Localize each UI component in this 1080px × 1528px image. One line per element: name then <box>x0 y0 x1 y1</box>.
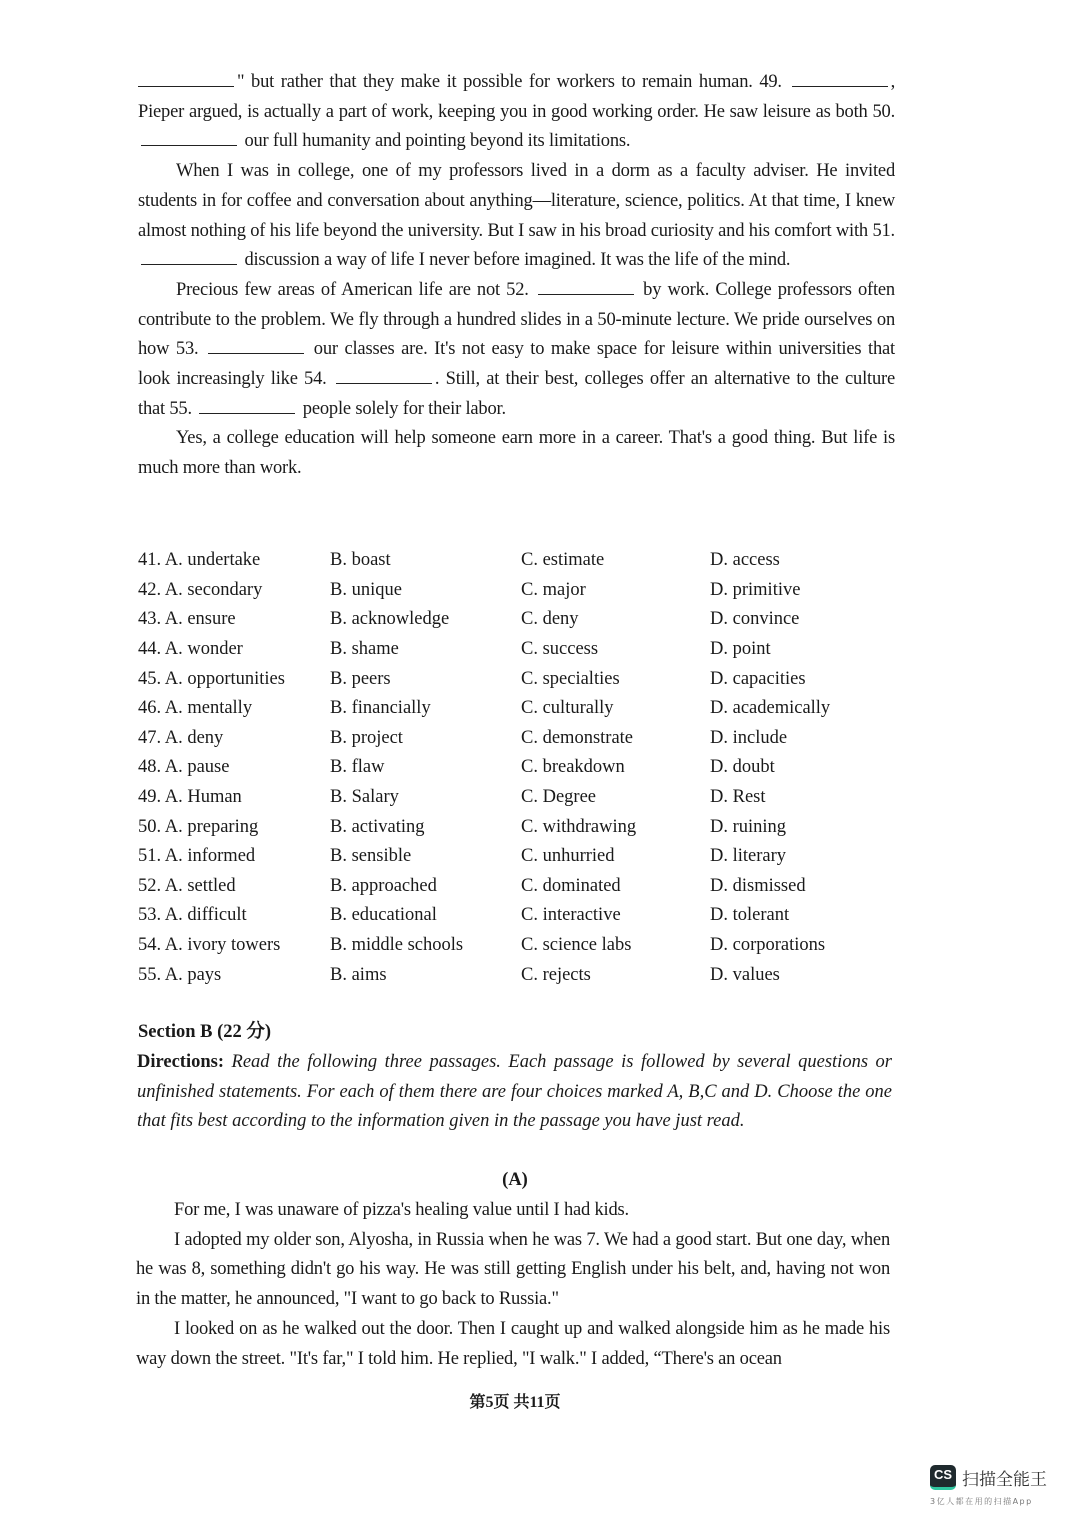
passage-continuation <box>138 68 895 484</box>
text: Precious few areas of American life are not 52. <box>176 279 529 300</box>
option-choice: C. demonstrate <box>521 727 634 748</box>
option-choice: D. include <box>710 727 788 748</box>
paragraph <box>138 68 895 157</box>
text: people solely for their labor. <box>302 398 506 419</box>
option-row <box>138 812 898 842</box>
option-choice: B. sensible <box>330 846 412 867</box>
option-choice: 50. A. preparing <box>138 816 259 837</box>
option-choice: 48. A. pause <box>138 757 230 778</box>
option-choice: C. rejects <box>521 964 591 985</box>
option-choice: 54. A. ivory towers <box>138 935 281 956</box>
option-choice: D. convince <box>710 609 800 630</box>
directions-text: Read the following three passages. Each passage is followed by several questions or unfinished statements. For each of them there are four choices marked A, B,C and D. Choose the one that fits best according to the information given in the passage you have just read. <box>137 1052 892 1132</box>
option-choice: C. science labs <box>521 935 632 956</box>
passage-a <box>136 1196 890 1374</box>
option-choice: C. specialties <box>521 668 620 689</box>
option-row <box>138 783 898 813</box>
option-choice: D. ruining <box>710 816 787 837</box>
answer-blank-50 <box>141 127 237 146</box>
option-choice: D. Rest <box>710 787 766 808</box>
option-row <box>138 901 898 931</box>
option-choice: D. doubt <box>710 757 775 778</box>
paragraph: Yes, a college education will help someone earn more in a career. That's a good thing. But life is much more than work. <box>138 428 895 479</box>
watermark-name: 扫描全能王 <box>962 1470 1047 1490</box>
scanner-watermark <box>930 1465 1065 1507</box>
option-choice: D. primitive <box>710 579 801 600</box>
text: , Pieper argued, is actually a part of work, keeping you in good working order. He saw leisure as both 50. <box>138 72 895 122</box>
option-choice: C. culturally <box>521 698 614 719</box>
option-choice: B. unique <box>330 579 402 600</box>
option-choice: 42. A. secondary <box>138 579 263 600</box>
text: our full humanity and pointing beyond its limitations. <box>244 131 631 152</box>
option-choice: C. withdrawing <box>521 816 637 837</box>
directions-label: Directions: <box>137 1052 224 1072</box>
option-choice: C. unhurried <box>521 846 615 867</box>
option-choice: 41. A. undertake <box>138 550 261 571</box>
answer-blank-52 <box>538 276 634 295</box>
option-choice: B. shame <box>330 639 399 660</box>
option-choice: B. Salary <box>330 787 399 808</box>
option-choice: 53. A. difficult <box>138 905 247 926</box>
option-choice: C. interactive <box>521 905 621 926</box>
option-row <box>138 605 898 635</box>
option-choice: C. success <box>521 639 599 660</box>
option-choice: 43. A. ensure <box>138 609 236 630</box>
option-choice: B. acknowledge <box>330 609 450 630</box>
paragraph: For me, I was unaware of pizza's healing value until I had kids. <box>174 1200 629 1220</box>
option-choice: B. peers <box>330 668 391 689</box>
option-choice: B. boast <box>330 550 391 571</box>
option-choice: B. financially <box>330 698 431 719</box>
option-row <box>138 931 898 961</box>
option-row <box>138 872 898 902</box>
option-choice: 49. A. Human <box>138 787 242 808</box>
page-number: 第5页 共11页 <box>469 1394 561 1411</box>
option-choice: B. middle schools <box>330 935 464 956</box>
camscanner-logo-icon: CS <box>930 1465 956 1490</box>
option-choice: B. project <box>330 727 403 748</box>
answer-blank-49 <box>792 68 888 87</box>
option-row <box>138 664 898 694</box>
text: . Still, at their best, colleges offer an alternative to the culture that 55. <box>138 369 895 419</box>
option-choice: C. breakdown <box>521 757 625 778</box>
option-choice: D. literary <box>710 846 787 867</box>
option-choice: 52. A. settled <box>138 875 236 896</box>
text: our classes are. It's not easy to make space for leisure within universities that look increasingly like 54. <box>138 339 895 390</box>
option-choice: C. dominated <box>521 875 621 896</box>
option-choice: D. capacities <box>710 668 806 689</box>
option-row <box>138 842 898 872</box>
passage-title: (A) <box>502 1170 528 1190</box>
option-choice: D. dismissed <box>710 875 806 896</box>
text: When I was in college, one of my professors lived in a dorm as a faculty adviser. He invited students in for coffee and conversation about anything—literature, science, politics. At that time, I knew almost nothing of his life beyond the university. But I saw in his broad curiosity and his comfort with 51. <box>138 161 895 241</box>
option-choice: D. access <box>710 550 780 571</box>
option-row <box>138 753 898 783</box>
option-choice: 46. A. mentally <box>138 698 253 719</box>
option-row <box>138 724 898 754</box>
option-choice: B. flaw <box>330 757 385 778</box>
directions <box>137 1048 892 1137</box>
option-choice: C. Degree <box>521 787 596 808</box>
option-choice: D. academically <box>710 698 831 719</box>
paragraph <box>138 276 895 425</box>
option-choice: B. activating <box>330 816 425 837</box>
option-choice: D. tolerant <box>710 905 790 926</box>
paragraph: I adopted my older son, Alyosha, in Russia when he was 7. We had a good start. But one day, when he was 8, something didn't go his way. He was still getting English under his belt, and, having not won in the matter, he announced, "I want to go back to Russia." <box>136 1229 890 1310</box>
option-choice: B. educational <box>330 905 437 926</box>
option-choice: C. estimate <box>521 550 605 571</box>
option-row <box>138 546 898 576</box>
answer-blank-51 <box>141 246 237 265</box>
option-row <box>138 635 898 665</box>
option-choice: B. aims <box>330 964 387 985</box>
option-choice: 55. A. pays <box>138 964 222 985</box>
text: discussion a way of life I never before imagined. It was the life of the mind. <box>244 250 791 271</box>
section-title: Section B (22 分) <box>138 1022 272 1042</box>
option-choice: 44. A. wonder <box>138 639 243 660</box>
paragraph <box>138 157 895 276</box>
answer-blank-54 <box>336 365 432 384</box>
option-row <box>138 694 898 724</box>
answer-blank <box>138 68 234 87</box>
option-choice: D. values <box>710 964 780 985</box>
watermark-tagline: 3亿人都在用的扫描App <box>930 1497 1033 1506</box>
option-choice: C. deny <box>521 609 579 630</box>
option-choice: B. approached <box>330 875 437 896</box>
option-row <box>138 576 898 606</box>
answer-blank-55 <box>199 395 295 414</box>
paragraph: I looked on as he walked out the door. Then I caught up and walked alongside him as he made his way down the street. "It's far," I told him. He replied, "I walk." I added, “There's an ocean <box>136 1318 890 1369</box>
text: by work. College professors often contribute to the problem. We fly through a hundred slides in a 50-minute lecture. We pride ourselves on how 53. <box>138 279 895 360</box>
text: " but rather that they make it possible for workers to remain human. 49. <box>237 72 782 92</box>
option-choice: D. point <box>710 639 771 660</box>
answer-blank-53 <box>208 335 304 354</box>
option-choice: C. major <box>521 579 586 600</box>
option-choice: D. corporations <box>710 935 826 956</box>
options-table <box>138 546 898 990</box>
option-choice: 51. A. informed <box>138 846 256 867</box>
option-row <box>138 960 898 990</box>
option-choice: 45. A. opportunities <box>138 668 285 689</box>
option-choice: 47. A. deny <box>138 727 224 748</box>
